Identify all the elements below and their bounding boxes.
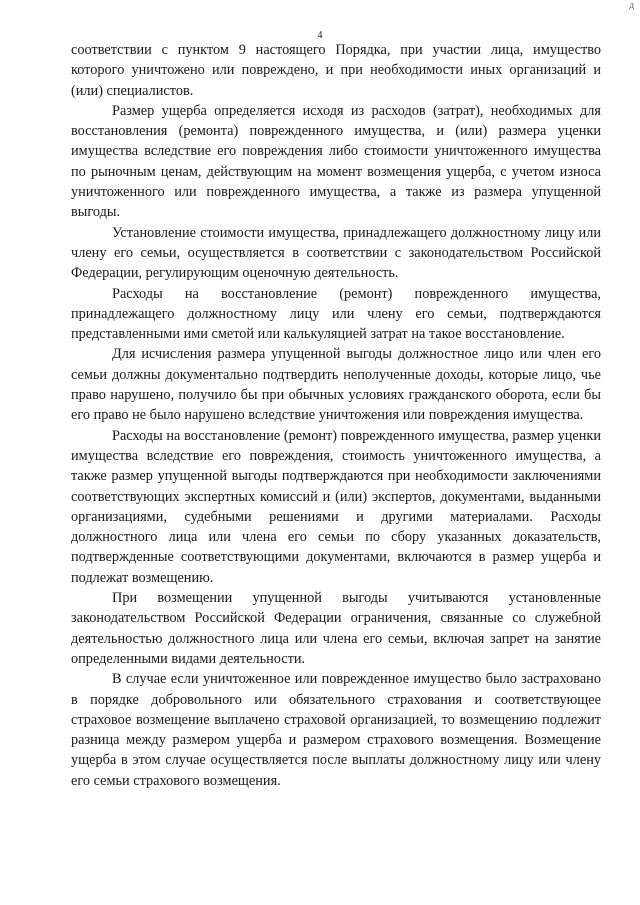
paragraph-restrictions: При возмещении упущенной выгоды учитываются установленные законодательством Российской Федерации ограничения, связанные со служебной деятельностью должностного лица или члена его семьи, включая запрет на занятие определенными видами деятельности.: [71, 590, 601, 667]
document-body: [71, 40, 601, 791]
page-number: 4: [317, 30, 323, 41]
paragraph-property-valuation: Установление стоимости имущества, принадлежащего должностному лицу или члену его семьи, осуществляется в соответствии с законодательством Российской Федерации, регулирующим оценочную деятельность.: [71, 224, 601, 282]
paragraph-lost-profit: Для исчисления размера упущенной выгоды должностное лицо или член его семьи должны документально подтвердить неполученные доходы, которые лицо, чье право нарушено, получило бы при обычных условиях гражданского оборота, если бы его право не было нарушено вследствие уничтожения или повреждения имущества.: [71, 346, 601, 424]
paragraph-insurance: В случае если уничтоженное или поврежденное имущество было застраховано в порядке добровольного или обязательного страхования и соответствующее страховое возмещение выплачено страховой организацией, то возмещению подлежит разница между размером ущерба и размером страхового возмещения. Возмещение ущерба в этом случае осуществляется после выплаты должностному лицу или члену его семьи страхового возмещения.: [71, 671, 601, 789]
paragraph-continuation: соответствии с пунктом 9 настоящего Порядка, при участии лица, имущество которого уничтожено или повреждено, и при необходимости иных организаций и (или) специалистов.: [71, 42, 601, 99]
corner-mark: д: [629, 0, 634, 10]
paragraph-repair-costs: Расходы на восстановление (ремонт) поврежденного имущества, принадлежащего должностному лицу или члену его семьи, подтверждаются представленными ими сметой или калькуляцией затрат на такое восстановление.: [71, 285, 601, 343]
paragraph-damage-amount: Размер ущерба определяется исходя из расходов (затрат), необходимых для восстановления (ремонта) поврежденного имущества, и (или) размера уценки имущества вследствие его повреждения либо стоимости уничтоженного имущества по рыночным ценам, действующим на момент возмещения ущерба, с учетом износа уничтоженного или поврежденного имущества, а также из размера упущенной выгоды.: [71, 102, 601, 221]
paragraph-evidence: Расходы на восстановление (ремонт) поврежденного имущества, размер уценки имущества вследствие его повреждения, стоимость уничтоженного имущества, а также размер упущенной выгоды подтверждаются при необходимости заключениями соответствующих экспертных комиссий и (или) экспертов, документами, выданными организациями, судебными решениями и другими материалами. Расходы должностного лица или члена его семьи по сбору указанных доказательств, подтвержденные соответствующими документами, включаются в размер ущерба и подлежат возмещению.: [71, 427, 601, 586]
